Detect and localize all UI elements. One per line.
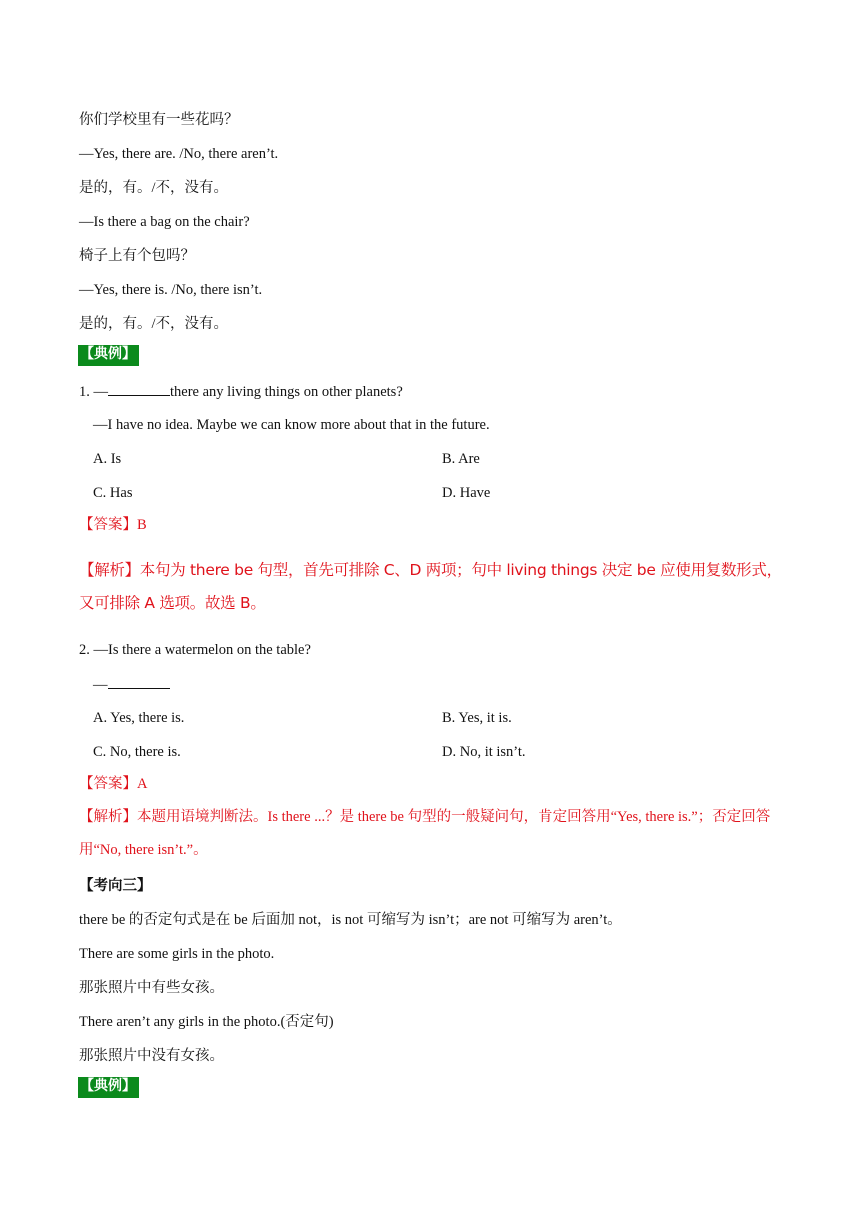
question-2-reply bbox=[93, 674, 170, 695]
example-translation: 那张照片中有些女孩。 bbox=[79, 980, 224, 996]
example-sentence: There aren’t any girls in the photo.(否定句) bbox=[79, 1014, 334, 1030]
option-c: C. Has bbox=[93, 485, 133, 501]
rule-text: there be 的否定句式是在 be 后面加 not，is not 可缩写为 isn’t；are not 可缩写为 aren’t。 bbox=[79, 912, 622, 928]
option-b: B. Yes, it is. bbox=[442, 710, 512, 726]
analysis-2: 【解析】本题用语境判断法。Is there ...？是 there be 句型的一般疑问句，肯定回答用“Yes, there is.”；否定回答用“No, there isn’t.”。 bbox=[79, 809, 771, 858]
dash: — bbox=[93, 677, 108, 693]
example-tag: 【典例】 bbox=[78, 345, 139, 366]
answer-1: 【答案】B bbox=[79, 517, 147, 533]
option-d: D. Have bbox=[442, 485, 491, 501]
option-d: D. No, it isn’t. bbox=[442, 744, 526, 760]
question-1-stem bbox=[79, 381, 403, 402]
question-1-reply: —I have no idea. Maybe we can know more about that in the future. bbox=[93, 417, 490, 433]
example-tag: 【典例】 bbox=[78, 1077, 139, 1098]
text-line: 是的，有。/不，没有。 bbox=[79, 316, 229, 332]
option-c: C. No, there is. bbox=[93, 744, 181, 760]
example-sentence: There are some girls in the photo. bbox=[79, 946, 275, 962]
question-number: 1. — bbox=[79, 384, 108, 400]
option-a: A. Is bbox=[93, 451, 122, 467]
answer-blank bbox=[108, 381, 170, 396]
text-line: —Yes, there are. /No, there aren’t. bbox=[79, 146, 279, 162]
question-2-stem: 2. —Is there a watermelon on the table? bbox=[79, 642, 311, 658]
text-line: —Is there a bag on the chair? bbox=[79, 214, 250, 230]
text-line: 你们学校里有一些花吗？ bbox=[79, 112, 239, 128]
text-line: —Yes, there is. /No, there isn’t. bbox=[79, 282, 263, 298]
section-heading: 【考向三】 bbox=[79, 878, 152, 894]
option-a: A. Yes, there is. bbox=[93, 710, 185, 726]
answer-blank bbox=[108, 674, 170, 689]
answer-2: 【答案】A bbox=[79, 776, 148, 792]
example-translation: 那张照片中没有女孩。 bbox=[79, 1048, 224, 1064]
text-line: 是的，有。/不，没有。 bbox=[79, 180, 229, 196]
text-line: 椅子上有个包吗？ bbox=[79, 248, 195, 264]
option-b: B. Are bbox=[442, 451, 480, 467]
question-text: there any living things on other planets? bbox=[170, 384, 403, 400]
analysis-1: 【解析】本句为 there be 句型，首先可排除 C、D 两项；句中 living things 决定 be 应使用复数形式，又可排除 A 选项。故选 B。 bbox=[79, 561, 782, 612]
